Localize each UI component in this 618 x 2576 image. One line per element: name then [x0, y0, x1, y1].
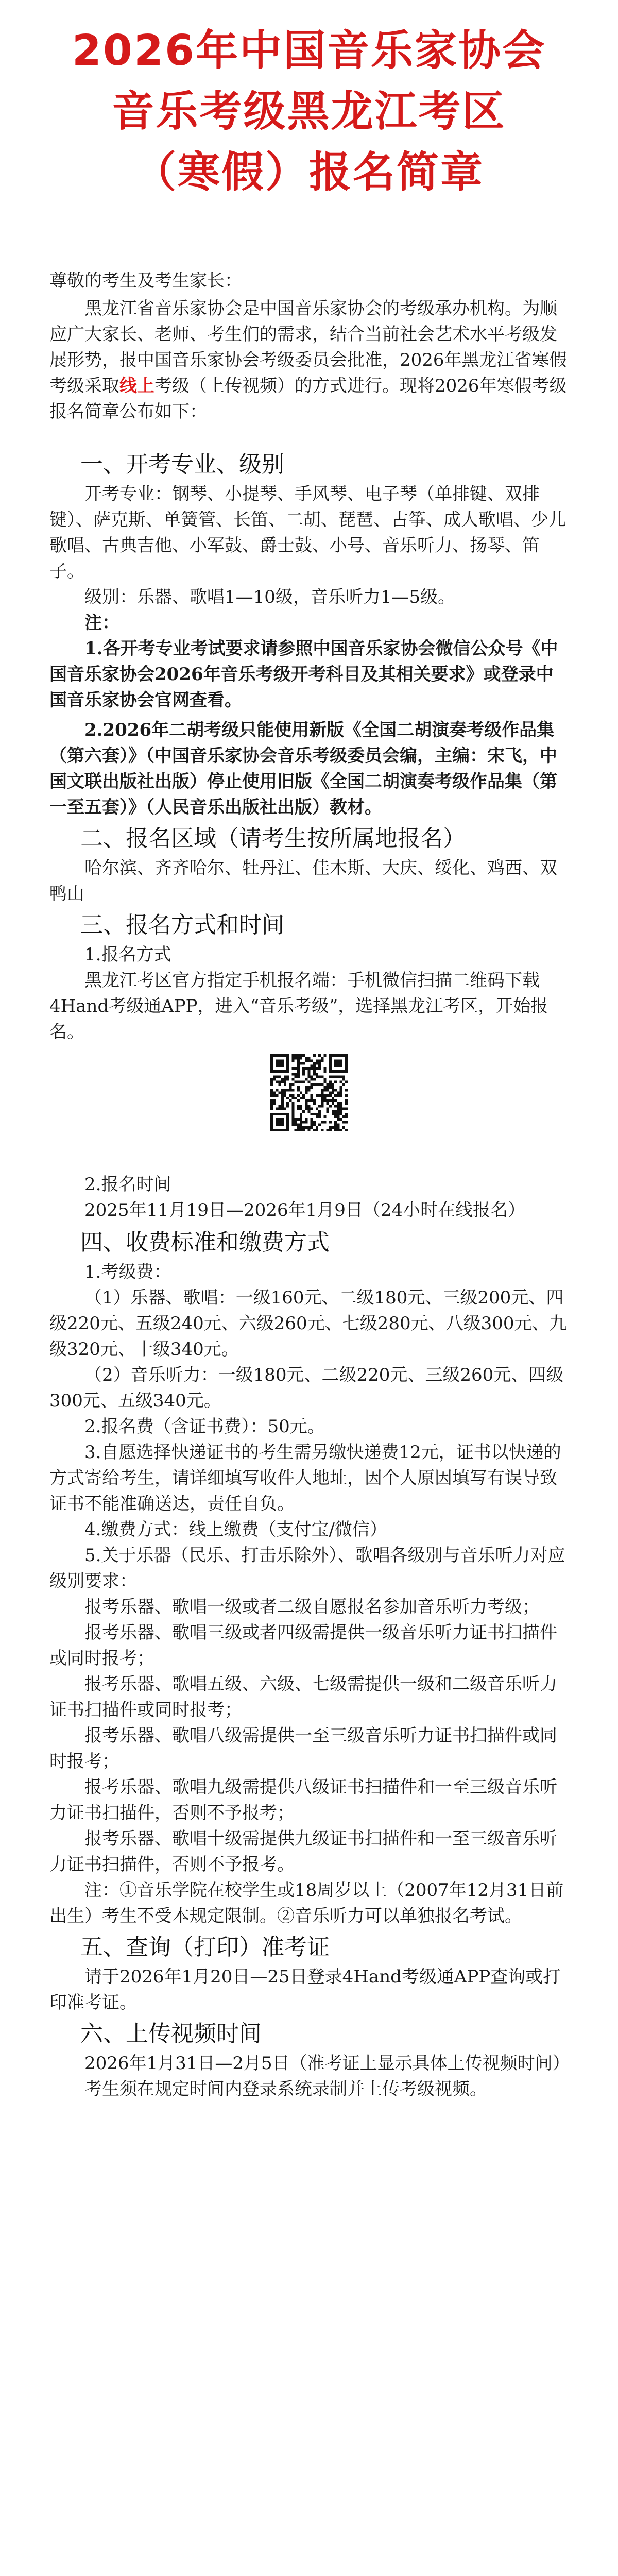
section-4-note: 注：①音乐学院在校学生或18周岁以上（2007年12月31日前出生）考生不受本规定限制。②音乐听力可以单独报名考试。 [49, 1880, 564, 1926]
section-6-heading: 六、上传视频时间 [80, 2021, 262, 2047]
title-line-3: （寒假）报名简章 [133, 148, 484, 197]
qr-code-container [49, 1054, 569, 1139]
express-fee: 3.自愿选择快递证书的考生需另缴快递费12元，证书以快递的方式寄给考生，请详细填写收件人地址，因个人原因填写有误导致证书不能准确送达，责任自负。 [49, 1442, 561, 1514]
content-body [49, 268, 569, 2102]
section-3-time: 2025年11月19日—2026年1月9日（24小时在线报名） [84, 1200, 526, 1221]
intro-text-1: 黑龙江省音乐家协会是中国音乐家协会的考级承办机构。为顺应广大家长、老师、考生们的需求，结合当前社会艺术水平考级发展形势，报中国音乐家协会考级委员会批准，2026年黑龙江省寒假考级采取 [49, 298, 567, 396]
section-1-note-2: 2.2026年二胡考级只能使用新版《全国二胡演奏考级作品集（第六套）》（中国音乐家协会音乐考级委员会编，主编：宋飞，中国文联出版社出版）停止使用旧版《全国二胡演奏考级作品集（第一至五套）》（人民音乐出版社出版）教材。 [49, 720, 557, 818]
title-block [31, 21, 587, 203]
level-rule-3: 报考乐器、歌唱五级、六级、七级需提供一级和二级音乐听力证书扫描件或同时报考； [49, 1674, 557, 1720]
greeting: 尊敬的考生及考生家长： [49, 270, 242, 291]
section-1-majors: 开考专业：钢琴、小提琴、手风琴、电子琴（单排键、双排键）、萨克斯、单簧管、长笛、二胡、琵琶、古筝、成人歌唱、少儿歌唱、古典吉他、小军鼓、爵士鼓、小号、音乐听力、扬琴、笛子。 [49, 484, 566, 582]
section-3-heading: 三、报名方式和时间 [80, 912, 284, 938]
section-6-time: 2026年1月31日—2月5日（准考证上显示具体上传视频时间） [84, 2053, 570, 2074]
section-2-regions: 哈尔滨、齐齐哈尔、牡丹江、佳木斯、大庆、绥化、鸡西、双鸭山 [49, 858, 557, 904]
section-6-text: 考生须在规定时间内登录系统录制并上传考级视频。 [84, 2079, 487, 2099]
title-line-2: 音乐考级黑龙江考区 [112, 87, 506, 136]
section-4-heading: 四、收费标准和缴费方式 [80, 1229, 330, 1256]
section-1-note-label: 注： [84, 613, 119, 633]
level-rule-6: 报考乐器、歌唱十级需提供九级证书扫描件和一至三级音乐听力证书扫描件，否则不予报考。 [49, 1828, 557, 1875]
level-rule-5: 报考乐器、歌唱九级需提供八级证书扫描件和一至三级音乐听力证书扫描件，否则不予报考； [49, 1777, 557, 1823]
section-4-sub-1: 1.考级费： [84, 1262, 171, 1282]
level-rule-4: 报考乐器、歌唱八级需提供一至三级音乐听力证书扫描件或同时报考； [49, 1725, 557, 1772]
section-3-sub-1: 1.报名方式 [84, 944, 171, 965]
fee-instrument: （1）乐器、歌唱：一级160元、二级180元、三级200元、四级220元、五级240元、六级260元、七级280元、八级300元、九级320元、十级340元。 [49, 1287, 567, 1360]
registration-fee: 2.报名费（含证书费）：50元。 [84, 1416, 325, 1437]
title-line-1: 2026年中国音乐家协会 [72, 26, 546, 75]
section-1-levels: 级别：乐器、歌唱1—10级，音乐听力1—5级。 [84, 587, 456, 607]
section-1-heading: 一、开考专业、级别 [80, 451, 284, 478]
fee-listening: （2）音乐听力：一级180元、二级220元、三级260元、四级300元、五级340元。 [49, 1365, 564, 1411]
section-2-heading: 二、报名区域（请考生按所属地报名） [80, 825, 466, 852]
level-rules-intro: 5.关于乐器（民乐、打击乐除外）、歌唱各级别与音乐听力对应级别要求： [49, 1545, 565, 1591]
intro-paragraph [49, 296, 569, 425]
section-3-sub-2: 2.报名时间 [84, 1174, 171, 1195]
level-rule-2: 报考乐器、歌唱三级或者四级需提供一级音乐听力证书扫描件或同时报考； [49, 1622, 557, 1669]
payment-method: 4.缴费方式：线上缴费（支付宝/微信） [84, 1519, 387, 1540]
section-1-note-1: 1.各开考专业考试要求请参照中国音乐家协会微信公众号《中国音乐家协会2026年音乐考级开考科目及其相关要求》或登录中国音乐家协会官网查看。 [49, 638, 558, 710]
intro-highlight-online: 线上 [119, 376, 154, 396]
section-3-method: 黑龙江考区官方指定手机报名端：手机微信扫描二维码下载4Hand考级通APP，进入“音乐考级”，选择黑龙江考区，开始报名。 [49, 970, 548, 1042]
level-rule-1: 报考乐器、歌唱一级或者二级自愿报名参加音乐听力考级； [84, 1597, 540, 1617]
qr-code-icon[interactable] [270, 1054, 348, 1131]
section-5-text: 请于2026年1月20日—25日登录4Hand考级通APP查询或打印准考证。 [49, 1967, 561, 2013]
section-5-heading: 五、查询（打印）准考证 [80, 1934, 330, 1960]
intro-text-2: 考级（上传视频）的方式进行。现将2026年寒假考级报名简章公布如下： [49, 376, 567, 422]
